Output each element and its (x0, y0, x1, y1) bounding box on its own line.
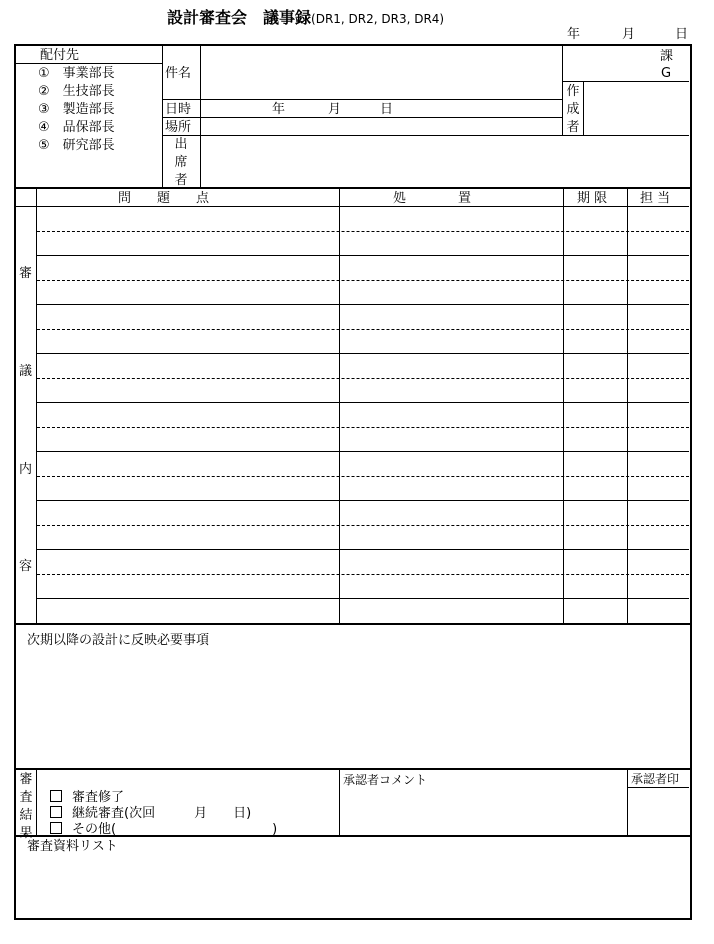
subject-label: 件名 (165, 66, 192, 81)
place-field[interactable] (202, 118, 561, 134)
checkbox-icon[interactable] (50, 806, 62, 818)
distribution-heading: 配付先 (40, 48, 80, 63)
distribution-item: ① 事業部長 (38, 66, 115, 81)
result-option-other[interactable]: その他( ) (50, 822, 277, 836)
table-row-rule (37, 231, 689, 232)
table-row-rule (37, 427, 689, 428)
header-date-year: 年 (567, 27, 581, 42)
table-row-rule (37, 304, 689, 305)
materials-label: 審査資料リスト (27, 839, 118, 854)
result-option-continue[interactable]: 継続審査(次回 月 日) (50, 806, 251, 820)
checkbox-icon[interactable] (50, 790, 62, 802)
side-label-char: 容 (19, 559, 33, 574)
table-row-rule (37, 598, 689, 599)
datetime-label: 日時 (165, 102, 192, 117)
column-header-deadline: 期 限 (577, 191, 608, 206)
document-title (167, 10, 444, 26)
side-label-char: 議 (19, 364, 33, 379)
table-row-rule (37, 353, 689, 354)
group-label: G (661, 66, 672, 81)
table-row-rule (37, 255, 689, 256)
column-header-action: 処 置 (393, 191, 472, 206)
table-row-rule (37, 476, 689, 477)
table-row-rule (37, 525, 689, 526)
author-label: 作 成 者 (566, 84, 580, 135)
attendees-label: 出 席 者 (174, 137, 188, 188)
place-label: 場所 (165, 120, 192, 135)
approver-comment-field[interactable] (341, 790, 625, 834)
table-row-rule (37, 500, 689, 501)
datetime-month: 月 (328, 102, 342, 117)
header-date-day: 日 (675, 27, 689, 42)
subject-field[interactable] (202, 47, 561, 98)
column-header-owner: 担 当 (640, 191, 671, 206)
datetime-year: 年 (272, 102, 286, 117)
result-option-complete[interactable]: 審査修了 (50, 790, 124, 804)
header-date-month: 月 (622, 27, 636, 42)
section-label: 課 (660, 49, 674, 64)
materials-field[interactable] (16, 856, 688, 914)
approver-seal-label: 承認者印 (631, 772, 680, 786)
table-row-rule (37, 549, 689, 550)
table-row-rule (37, 451, 689, 452)
table-row-rule (37, 378, 689, 379)
attendees-field[interactable] (202, 137, 688, 186)
checkbox-icon[interactable] (50, 822, 62, 834)
approver-comment-label: 承認者コメント (343, 773, 428, 787)
side-label-char: 内 (19, 462, 33, 477)
datetime-day: 日 (380, 102, 394, 117)
distribution-item: ② 生技部長 (38, 84, 115, 99)
reflection-field[interactable] (16, 652, 688, 768)
table-row-rule (37, 402, 689, 403)
distribution-item: ⑤ 研究部長 (38, 138, 115, 153)
table-row-rule (37, 280, 689, 281)
side-label-char: 審 (19, 266, 33, 281)
result-side-label: 審 査 結 果 (19, 772, 33, 841)
distribution-item: ④ 品保部長 (38, 120, 115, 135)
column-header-issue: 問 題 点 (118, 191, 210, 206)
title-main: 設計審査会 議事録 (167, 8, 312, 27)
approver-seal-field[interactable] (629, 789, 688, 834)
reflection-label: 次期以降の設計に反映必要事項 (27, 633, 210, 648)
distribution-item: ③ 製造部長 (38, 102, 115, 117)
table-row-rule (37, 329, 689, 330)
title-suffix: (DR1, DR2, DR3, DR4) (311, 12, 445, 26)
table-row-rule (37, 574, 689, 575)
